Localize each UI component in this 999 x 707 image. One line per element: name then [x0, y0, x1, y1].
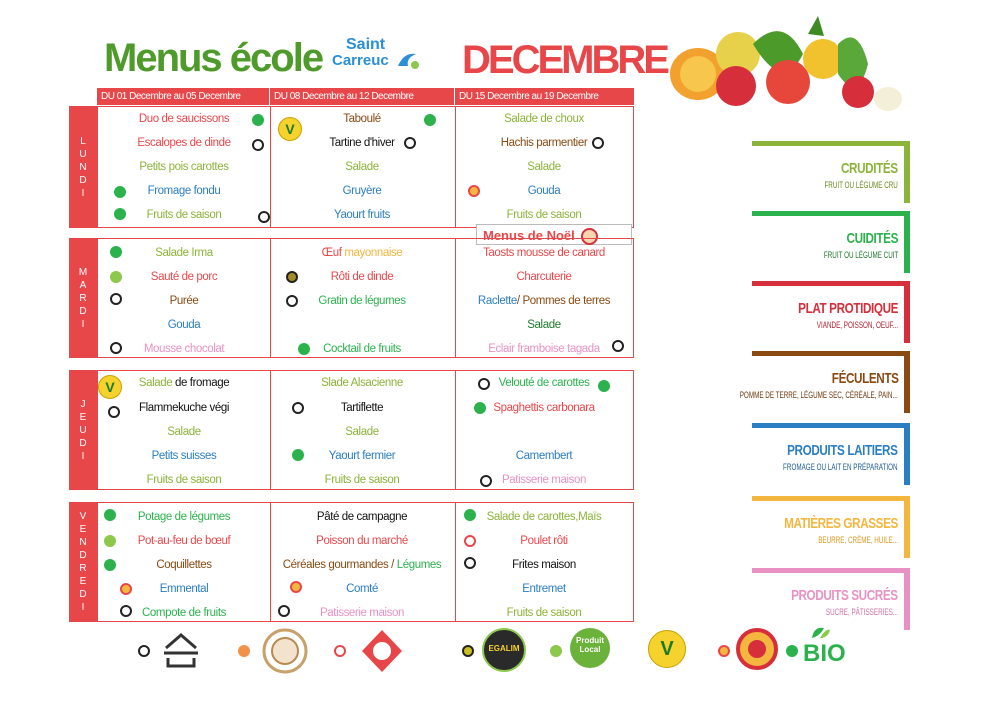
label-dot: [110, 293, 122, 305]
legend-subtitle: SUCRE, PÂTISSERIES...: [825, 607, 898, 617]
label-dot: [468, 185, 480, 197]
legend-produits-sucres: [752, 568, 910, 630]
label-dot: [478, 378, 490, 390]
menu-item: Gratin de légumes: [318, 295, 406, 307]
label-dot: [278, 605, 290, 617]
vegetarian-logo-icon: V: [648, 630, 686, 668]
label-dot: [110, 246, 122, 258]
legend-title: CUIDITÉS: [846, 230, 898, 247]
legend-subtitle: VIANDE, POISSON, OEUF...: [816, 320, 898, 330]
menu-item: Emmental: [159, 583, 209, 595]
menu-item: Camembert: [515, 450, 573, 462]
day-label-mardi: M A R D I: [69, 238, 97, 358]
menu-item: Œuf mayonnaise: [321, 247, 403, 259]
menu-item: Salade: [527, 161, 561, 173]
bio-label: BIO: [803, 640, 846, 667]
menu-item: Eclair framboise tagada: [488, 343, 600, 355]
menu-item: Salade: [345, 161, 379, 173]
footer-dot: [718, 645, 730, 657]
homemade-house-icon: [160, 632, 202, 668]
menu-item: Salade: [167, 426, 201, 438]
logo-line1: Saint: [346, 36, 386, 53]
legend-title: CRUDITÉS: [841, 160, 898, 177]
menu-item: Poisson du marché: [316, 535, 408, 547]
menu-item: Entremet: [522, 583, 566, 595]
menu-item: Pot-au-feu de bœuf: [137, 535, 231, 547]
footer-dot: [550, 645, 562, 657]
menu-item: Poulet rôti: [520, 535, 568, 547]
label-dot: [612, 340, 624, 352]
label-dot: [120, 605, 132, 617]
label-dot: [598, 380, 610, 392]
footer-dot: [138, 645, 150, 657]
day-label-lundi: L U N D I: [69, 106, 97, 228]
menu-item: Gouda: [167, 319, 201, 331]
legend-title: MATIÈRES GRASSES: [784, 515, 898, 532]
month-title: DECEMBRE: [462, 38, 667, 82]
menu-item: Comté: [346, 583, 378, 595]
produit-local-line2: Local: [579, 645, 601, 654]
label-dot: [474, 402, 486, 414]
footer-dot: [334, 645, 346, 657]
menu-item: Yaourt fermier: [328, 450, 396, 462]
menu-item: Purée: [169, 295, 199, 307]
legend-title: PRODUITS LAITIERS: [787, 442, 898, 459]
legend-subtitle: BEURRE, CRÈME, HUILE...: [818, 535, 898, 545]
legend-feculents: [739, 351, 910, 413]
menu-item: Raclette/ Pommes de terres: [477, 295, 611, 307]
day-label-jeudi: J E U D I: [69, 370, 97, 490]
week-header-2: DU 08 Decembre au 12 Decembre: [270, 88, 454, 105]
label-dot: [592, 137, 604, 149]
menu-block-vendredi: [97, 502, 634, 622]
label-dot: [464, 535, 476, 547]
menu-item: Pâté de campagne: [316, 511, 408, 523]
menu-item: Duo de saucissons: [138, 113, 230, 125]
label-dot: [292, 402, 304, 414]
menu-item: Escalopes de dinde: [137, 137, 231, 149]
wave-icon: [396, 48, 420, 72]
label-dot: [104, 509, 116, 521]
legend-cuidites: [752, 211, 910, 273]
menu-item: Fruits de saison: [146, 209, 222, 221]
legend-subtitle: FROMAGE OU LAIT EN PRÉPARATION: [783, 462, 898, 472]
vegetarian-icon: V: [98, 375, 122, 399]
label-dot: [104, 535, 116, 547]
label-rouge-icon: [358, 628, 406, 674]
menu-item: Coquillettes: [156, 559, 212, 571]
label-dot: [108, 406, 120, 418]
legend-matieres-grasses: [752, 496, 910, 558]
menu-block-mardi: [97, 238, 634, 358]
footer-dot: [786, 645, 798, 657]
menu-item: Petits pois carottes: [139, 161, 229, 173]
menu-item: Fruits de saison: [506, 209, 582, 221]
menu-item: Patisserie maison: [320, 607, 404, 619]
legend-title: PRODUITS SUCRÉS: [791, 587, 898, 604]
footer-dot: [462, 645, 474, 657]
menu-item: Compote de fruits: [142, 607, 226, 619]
menu-item: Sauté de porc: [150, 271, 218, 283]
label-dot: [286, 271, 298, 283]
menu-item: Tartine d'hiver: [329, 137, 395, 149]
label-dot: [286, 295, 298, 307]
label-dot: [290, 581, 302, 593]
label-dot: [404, 137, 416, 149]
label-dot: [252, 139, 264, 151]
menu-item: Fromage fondu: [147, 185, 221, 197]
menu-item: Flammekuche végi: [138, 402, 230, 414]
menu-item: Hachis parmentier: [500, 137, 588, 149]
label-dot: [114, 208, 126, 220]
menu-item: Fruits de saison: [146, 474, 222, 486]
label-dot: [120, 583, 132, 595]
menu-item: Salade Irma: [155, 247, 213, 259]
menu-item: Salade: [527, 319, 561, 331]
leaf-icon: [810, 624, 832, 640]
menu-item: Slade Alsacienne: [321, 377, 403, 389]
saint-carreuc-logo: [330, 36, 420, 78]
menu-item: Frites maison: [512, 559, 576, 571]
legend-subtitle: POMME DE TERRE, LÉGUME SEC, CÉRÉALE, PAIN...: [739, 390, 898, 400]
page-title: Menus école: [104, 36, 323, 80]
menu-item: Potage de légumes: [137, 511, 231, 523]
legend-title: FÉCULENTS: [831, 370, 898, 387]
label-dot: [292, 449, 304, 461]
egalim-label: EGALIM: [488, 644, 520, 653]
legend-produits-laitiers: [752, 423, 910, 485]
menu-block-lundi: [97, 106, 634, 228]
menu-item: Fruits de saison: [506, 607, 582, 619]
menu-block-jeudi: [97, 370, 634, 490]
day-label-vendredi: V E N D R E D I: [69, 502, 97, 622]
legend-crudites: [752, 141, 910, 203]
menu-item: Salade de choux: [504, 113, 584, 125]
quality-seal-icon: [262, 628, 308, 674]
logo-line2: Carreuc: [332, 52, 389, 69]
label-dot: [114, 186, 126, 198]
label-dot: [464, 509, 476, 521]
menu-item: Salade de fromage: [138, 377, 230, 389]
menu-item: Salade: [345, 426, 379, 438]
footer-dot: [238, 645, 250, 657]
produit-local-badge: [570, 628, 610, 668]
menu-item: Charcuterie: [516, 271, 572, 283]
menu-item: Fruits de saison: [324, 474, 400, 486]
label-dot: [424, 114, 436, 126]
produit-local-line1: Produit: [576, 636, 604, 645]
legend-subtitle: FRUIT OU LÉGUME CRU: [824, 180, 898, 190]
aop-seal-icon: [736, 628, 778, 670]
menu-item: Céréales gourmandes / Légumes: [282, 559, 442, 571]
legend-subtitle: FRUIT OU LÉGUME CUIT: [823, 250, 898, 260]
menu-item: Tartiflette: [340, 402, 384, 414]
vegetarian-icon: V: [278, 117, 302, 141]
menu-item: Patisserie maison: [502, 474, 586, 486]
menu-item: Spaghettis carbonara: [493, 402, 595, 414]
fruits-vegetables-image: [658, 14, 918, 114]
label-dot: [298, 343, 310, 355]
label-dot: [252, 114, 264, 126]
menu-item: Taboulé: [343, 113, 381, 125]
menu-item: Gruyère: [342, 185, 382, 197]
christmas-menu-label: Menus de Noël: [483, 228, 575, 243]
menu-item: Rôti de dinde: [330, 271, 394, 283]
label-dot: [104, 559, 116, 571]
label-dot: [464, 557, 476, 569]
menu-item: Salade de carottes,Maïs: [486, 511, 602, 523]
menu-item: Taosts mousse de canard: [483, 247, 605, 259]
label-dot: [110, 342, 122, 354]
label-dot: [110, 271, 122, 283]
legend-plat-protidique: [752, 281, 910, 343]
menu-item: Cocktail de fruits: [323, 343, 401, 355]
week-header-1: DU 01 Decembre au 05 Decembre: [97, 88, 269, 105]
menu-item: Mousse chocolat: [143, 343, 225, 355]
menu-item: Velouté de carottes: [498, 377, 590, 389]
legend-title: PLAT PROTIDIQUE: [798, 300, 898, 317]
label-dot: [258, 211, 270, 223]
egalim-badge: [482, 628, 526, 672]
week-header-3: DU 15 Decembre au 19 Decembre: [455, 88, 634, 105]
menu-item: Yaourt fruits: [334, 209, 390, 221]
menu-item: Gouda: [527, 185, 561, 197]
label-dot: [480, 475, 492, 487]
menu-item: Petits suisses: [151, 450, 217, 462]
